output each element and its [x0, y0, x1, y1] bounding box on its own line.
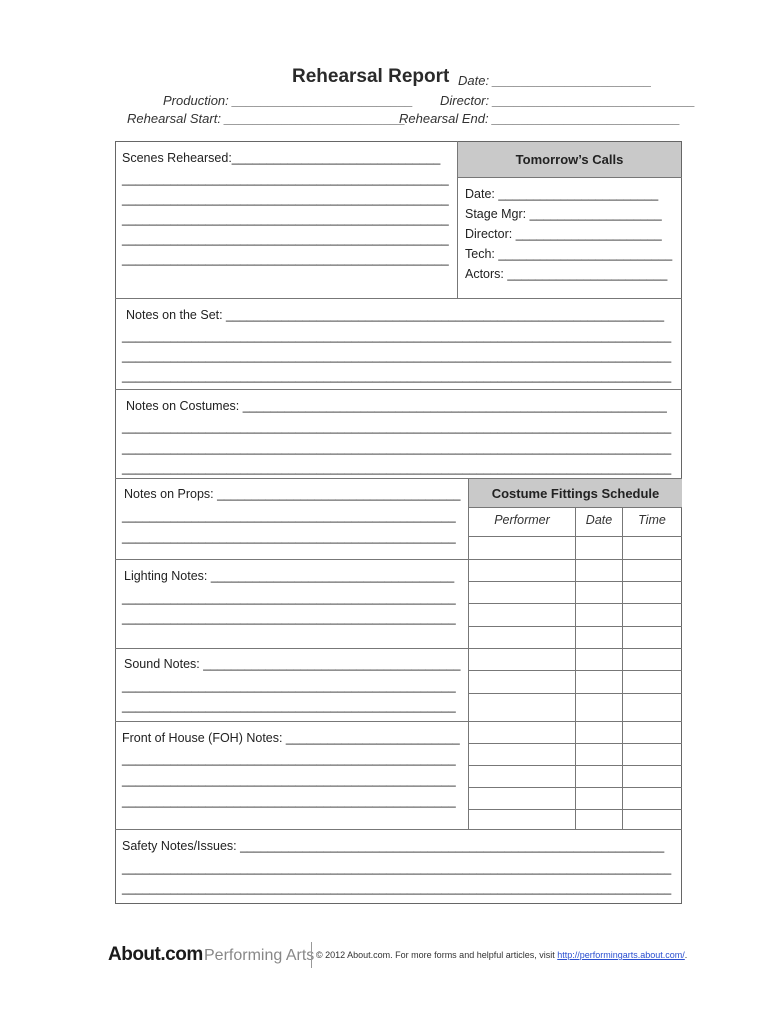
footer-link[interactable]: http://performingarts.about.com/	[557, 950, 685, 960]
divider	[457, 177, 682, 178]
table-row[interactable]	[468, 603, 682, 604]
notes-costumes-line[interactable]: _______________________________________________________________________________	[122, 441, 672, 455]
calls-tech-field[interactable]: Tech: _________________________	[465, 247, 673, 261]
sound-notes-line[interactable]: ________________________________________________	[122, 679, 456, 693]
column-header-performer: Performer	[494, 513, 550, 527]
costume-fittings-heading: Costume Fittings Schedule	[469, 479, 682, 507]
table-row[interactable]	[468, 743, 682, 744]
page-title: Rehearsal Report	[292, 66, 450, 87]
table-row[interactable]	[468, 693, 682, 694]
table-row[interactable]	[468, 559, 682, 560]
footer-copyright	[316, 950, 687, 960]
foh-notes-line[interactable]: ________________________________________________	[122, 773, 456, 787]
divider	[115, 829, 682, 830]
foh-notes-label[interactable]: Front of House (FOH) Notes: _________________________	[122, 731, 460, 745]
table-column-divider	[575, 507, 576, 829]
table-row[interactable]	[468, 536, 682, 537]
footer-text: © 2012 About.com. For more forms and helpful articles, visit	[316, 950, 558, 960]
notes-set-line[interactable]: _______________________________________________________________________________	[122, 349, 672, 363]
safety-notes-line[interactable]: _______________________________________________________________________________	[122, 881, 672, 895]
scenes-line[interactable]: _______________________________________________	[122, 252, 449, 266]
tomorrows-calls-heading: Tomorrow’s Calls	[458, 142, 681, 177]
foh-notes-line[interactable]: ________________________________________________	[122, 794, 456, 808]
safety-notes-label[interactable]: Safety Notes/Issues: _____________________________________________________________	[122, 839, 665, 853]
date-field[interactable]: Date: ______________________	[458, 73, 652, 88]
calls-director-field[interactable]: Director: _____________________	[465, 227, 662, 241]
column-header-date: Date	[585, 513, 613, 527]
performing-arts-logo: Performing Arts	[204, 947, 315, 964]
sound-notes-label[interactable]: Sound Notes: _____________________________________	[124, 657, 461, 671]
notes-props-line[interactable]: ________________________________________________	[122, 509, 456, 523]
notes-props-line[interactable]: ________________________________________________	[122, 530, 456, 544]
divider	[115, 298, 682, 299]
scenes-rehearsed-label[interactable]: Scenes Rehearsed:______________________________	[122, 151, 441, 165]
divider	[115, 559, 468, 560]
lighting-notes-line[interactable]: ________________________________________________	[122, 611, 456, 625]
notes-set-line[interactable]: _______________________________________________________________________________	[122, 329, 672, 343]
safety-notes-line[interactable]: _______________________________________________________________________________	[122, 861, 672, 875]
notes-props-label[interactable]: Notes on Props: ___________________________________	[124, 487, 461, 501]
table-row[interactable]	[468, 765, 682, 766]
scenes-line[interactable]: _______________________________________________	[122, 232, 449, 246]
calls-stage-mgr-field[interactable]: Stage Mgr: ___________________	[465, 207, 662, 221]
divider	[115, 721, 468, 722]
sound-notes-line[interactable]: ________________________________________________	[122, 699, 456, 713]
footer-end: .	[684, 950, 688, 960]
rehearsal-start-field[interactable]: Rehearsal Start: _________________________	[127, 111, 406, 126]
column-header-time: Time	[638, 513, 666, 527]
table-row[interactable]	[468, 626, 682, 627]
divider	[115, 648, 468, 649]
table-row[interactable]	[468, 670, 682, 671]
director-field[interactable]: Director: ____________________________	[440, 93, 696, 108]
divider	[115, 389, 682, 390]
lighting-notes-line[interactable]: ________________________________________________	[122, 591, 456, 605]
table-row[interactable]	[468, 809, 682, 810]
notes-set-line[interactable]: _______________________________________________________________________________	[122, 369, 672, 383]
table-column-divider	[622, 507, 623, 829]
foh-notes-line[interactable]: ________________________________________________	[122, 752, 456, 766]
notes-costumes-label[interactable]: Notes on Costumes: _____________________________________________________________	[126, 399, 667, 413]
about-logo: About.com	[108, 944, 203, 965]
lighting-notes-label[interactable]: Lighting Notes: ___________________________________	[124, 569, 455, 583]
table-row[interactable]	[468, 581, 682, 582]
table-row[interactable]	[468, 721, 682, 722]
scenes-line[interactable]: _______________________________________________	[122, 192, 449, 206]
scenes-line[interactable]: _______________________________________________	[122, 212, 449, 226]
divider	[468, 478, 469, 829]
table-row[interactable]	[468, 787, 682, 788]
notes-set-label[interactable]: Notes on the Set: _______________________________________________________________	[126, 308, 665, 322]
rehearsal-end-field[interactable]: Rehearsal End: __________________________	[399, 111, 681, 126]
production-field[interactable]: Production: _________________________	[163, 93, 414, 108]
notes-costumes-line[interactable]: _______________________________________________________________________________	[122, 420, 672, 434]
footer-divider	[311, 942, 312, 968]
notes-costumes-line[interactable]: _______________________________________________________________________________	[122, 461, 672, 475]
scenes-line[interactable]: _______________________________________________	[122, 172, 449, 186]
calls-actors-field[interactable]: Actors: _______________________	[465, 267, 668, 281]
calls-date-field[interactable]: Date: _______________________	[465, 187, 659, 201]
table-row[interactable]	[468, 648, 682, 649]
